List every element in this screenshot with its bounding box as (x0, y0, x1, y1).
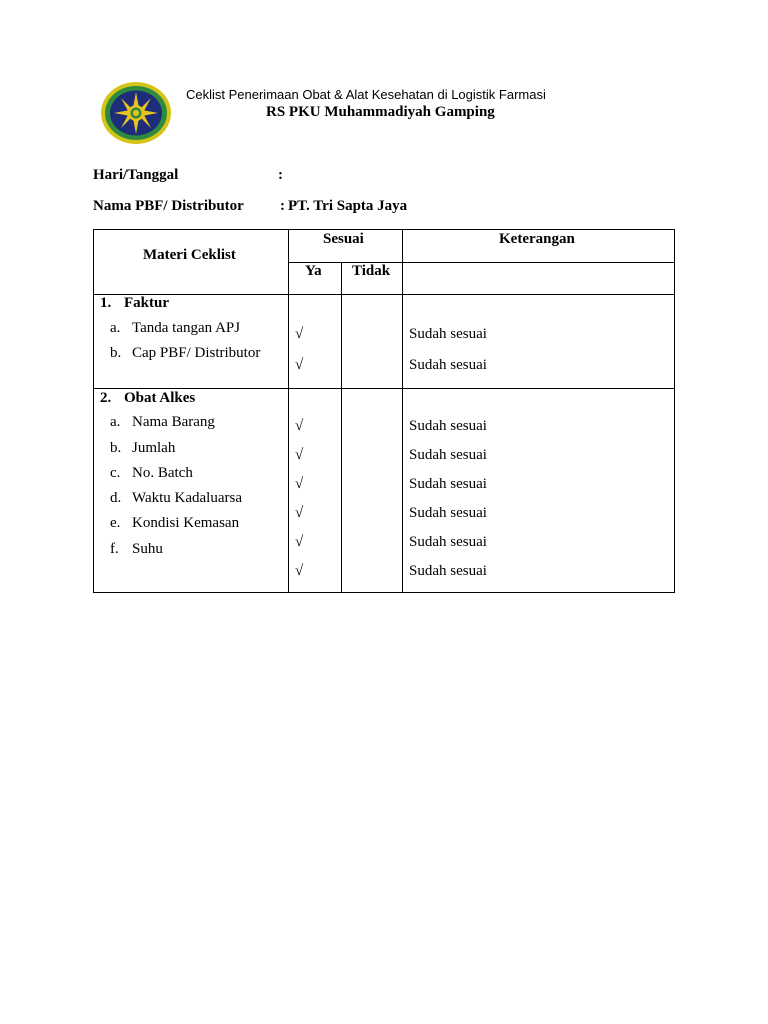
section-title-faktur: Faktur (124, 295, 169, 311)
check-mark-ya: √ (295, 476, 304, 492)
check-mark-ya: √ (295, 357, 304, 373)
item-name: Nama Barang (132, 414, 215, 430)
item-keterangan: Sudah sesuai (409, 534, 487, 550)
item-name: Cap PBF/ Distributor (132, 345, 261, 361)
item-letter: b. (110, 440, 122, 456)
header-sesuai: Sesuai (323, 231, 364, 247)
section-number: 2. (100, 390, 112, 406)
item-letter: b. (110, 345, 122, 361)
item-keterangan: Sudah sesuai (409, 357, 487, 373)
date-label: Hari/Tanggal (93, 167, 179, 183)
item-letter: d. (110, 490, 122, 506)
item-name: Jumlah (132, 440, 176, 456)
header-materi-ceklist: Materi Ceklist (143, 247, 236, 263)
distributor-colon: : (280, 198, 285, 214)
date-colon: : (278, 167, 283, 183)
header-ya: Ya (305, 263, 322, 279)
item-letter: a. (110, 320, 121, 336)
item-name: Waktu Kadaluarsa (132, 490, 242, 506)
document-title: Ceklist Penerimaan Obat & Alat Kesehatan di Logistik Farmasi (186, 87, 546, 102)
section-title-obat-alkes: Obat Alkes (124, 390, 196, 406)
header-tidak: Tidak (352, 263, 391, 279)
check-mark-ya: √ (295, 505, 304, 521)
hospital-name: RS PKU Muhammadiyah Gamping (266, 104, 495, 120)
item-letter: e. (110, 515, 121, 531)
item-name: Suhu (132, 541, 163, 557)
distributor-label: Nama PBF/ Distributor (93, 198, 244, 214)
check-mark-ya: √ (295, 534, 304, 550)
distributor-value: PT. Tri Sapta Jaya (288, 198, 408, 214)
item-name: Tanda tangan APJ (132, 320, 241, 336)
item-keterangan: Sudah sesuai (409, 447, 487, 463)
section-number: 1. (100, 295, 112, 311)
item-name: No. Batch (132, 465, 193, 481)
item-keterangan: Sudah sesuai (409, 418, 487, 434)
item-keterangan: Sudah sesuai (409, 476, 487, 492)
item-keterangan: Sudah sesuai (409, 505, 487, 521)
header-keterangan: Keterangan (499, 231, 575, 247)
check-mark-ya: √ (295, 563, 304, 579)
item-keterangan: Sudah sesuai (409, 326, 487, 342)
item-letter: c. (110, 465, 121, 481)
check-mark-ya: √ (295, 418, 304, 434)
item-letter: f. (110, 541, 119, 557)
item-name: Kondisi Kemasan (132, 515, 240, 531)
check-mark-ya: √ (295, 447, 304, 463)
check-mark-ya: √ (295, 326, 304, 342)
item-letter: a. (110, 414, 121, 430)
item-keterangan: Sudah sesuai (409, 563, 487, 579)
